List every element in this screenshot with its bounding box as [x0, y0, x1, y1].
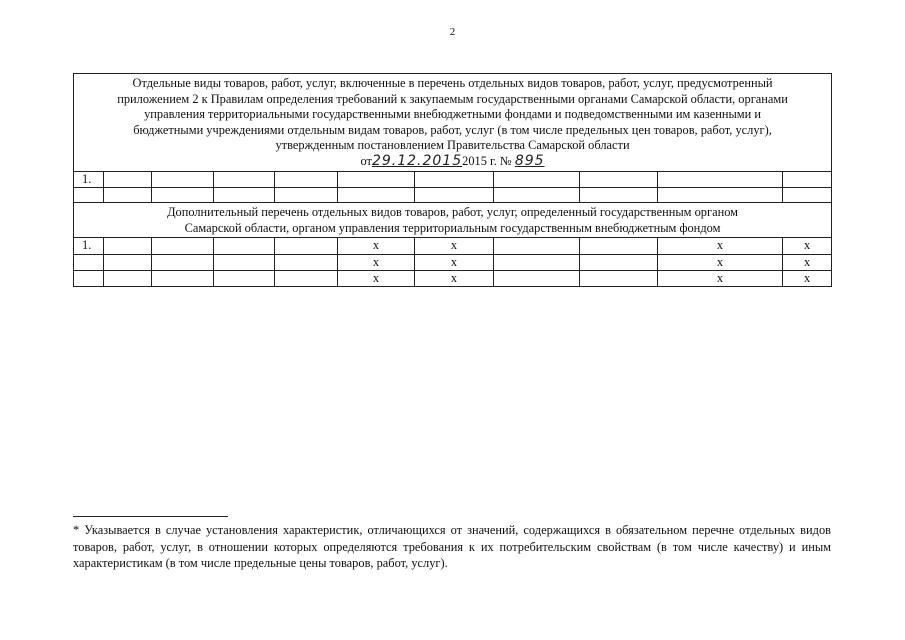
footnote-divider	[73, 516, 228, 517]
table-cell: x	[338, 254, 415, 270]
table-cell	[494, 187, 580, 202]
table-cell	[494, 254, 580, 270]
section1-header-row	[74, 74, 832, 172]
table-cell: x	[658, 238, 783, 254]
section1-title	[74, 74, 832, 172]
table-cell: x	[783, 238, 832, 254]
table-cell: x	[415, 238, 494, 254]
page-number: 2	[449, 26, 456, 38]
table-cell: x	[658, 270, 783, 286]
date-year: 2015 г. №	[462, 153, 512, 168]
table-cell	[783, 171, 832, 187]
row-number: 1.	[74, 238, 104, 254]
row-number	[74, 270, 104, 286]
table-cell	[214, 270, 275, 286]
table-row	[74, 187, 832, 202]
table-cell	[152, 254, 214, 270]
table-cell	[580, 254, 658, 270]
section1-title-line: Отдельные виды товаров, работ, услуг, включенные в перечень отдельных видов товаров, работ, услуг, предусмотренный	[132, 76, 773, 90]
table-row	[74, 171, 832, 187]
table-row	[74, 254, 832, 270]
table-cell	[275, 187, 338, 202]
section1-title-line: приложением 2 к Правилам определения требований к закупаемым государственными органами Самарской области, органами	[117, 91, 788, 106]
table-cell	[104, 270, 152, 286]
table-cell: x	[338, 270, 415, 286]
table-cell	[74, 187, 104, 202]
requirements-table	[73, 73, 832, 287]
table-cell	[580, 238, 658, 254]
table-cell: x	[415, 254, 494, 270]
table-cell: x	[783, 254, 832, 270]
section1-title-line: утвержденным постановлением Правительства Самарской области	[275, 138, 630, 153]
table-row	[74, 238, 832, 254]
table-cell	[275, 238, 338, 254]
table-cell	[415, 171, 494, 187]
section2-title	[74, 202, 832, 237]
table-cell: x	[658, 254, 783, 270]
table-cell	[783, 187, 832, 202]
date-prefix: от	[360, 153, 372, 168]
section2-header-row	[74, 202, 832, 237]
table-cell	[214, 254, 275, 270]
section1-title-line: бюджетными учреждениями отдельным видам товаров, работ, услуг (в том числе предельных цен товаров, работ, услуг),	[133, 122, 772, 137]
table-cell	[338, 187, 415, 202]
table-cell	[658, 171, 783, 187]
table-cell: x	[415, 270, 494, 286]
section1-date-line	[78, 154, 827, 170]
table-cell	[104, 187, 152, 202]
table-cell	[494, 270, 580, 286]
section2-title-line: Дополнительный перечень отдельных видов товаров, работ, услуг, определенный государственным органом	[167, 204, 739, 219]
table-cell	[214, 171, 275, 187]
table-cell	[580, 270, 658, 286]
table-cell	[580, 187, 658, 202]
table-cell	[152, 238, 214, 254]
table-cell	[494, 171, 580, 187]
handwritten-number: 895	[514, 152, 545, 169]
handwritten-date: 29.12.2015	[371, 152, 463, 169]
table-cell	[152, 171, 214, 187]
table-cell: x	[783, 270, 832, 286]
table-cell: x	[338, 238, 415, 254]
table-cell	[152, 187, 214, 202]
table-row	[74, 270, 832, 286]
table-cell	[152, 270, 214, 286]
section1-title-line: управления территориальными государственными внебюджетными фондами и подведомственными им казенными и	[144, 107, 761, 122]
table-cell	[658, 187, 783, 202]
table-cell	[104, 254, 152, 270]
section2-title-line: Самарской области, органом управления территориальным государственным внебюджетным фондом	[184, 220, 721, 235]
table-cell	[494, 238, 580, 254]
table-cell	[104, 238, 152, 254]
table-cell	[275, 270, 338, 286]
table-cell	[275, 171, 338, 187]
table-cell	[338, 171, 415, 187]
row-number: 1.	[74, 171, 104, 187]
row-number	[74, 254, 104, 270]
footnote: * Указывается в случае установления характеристик, отличающихся от значений, содержащихся в обязательном перечне отдельных видов товаров, работ, услуг, в отношении которых определяются требования к их потребительским свойствам (в том числе качеству) и иным характеристикам (в том числе предельные цены товаров, работ, услуг).	[73, 523, 831, 570]
table-cell	[275, 254, 338, 270]
table-cell	[104, 171, 152, 187]
table-cell	[214, 238, 275, 254]
table-cell	[214, 187, 275, 202]
table-cell	[415, 187, 494, 202]
table-cell	[580, 171, 658, 187]
